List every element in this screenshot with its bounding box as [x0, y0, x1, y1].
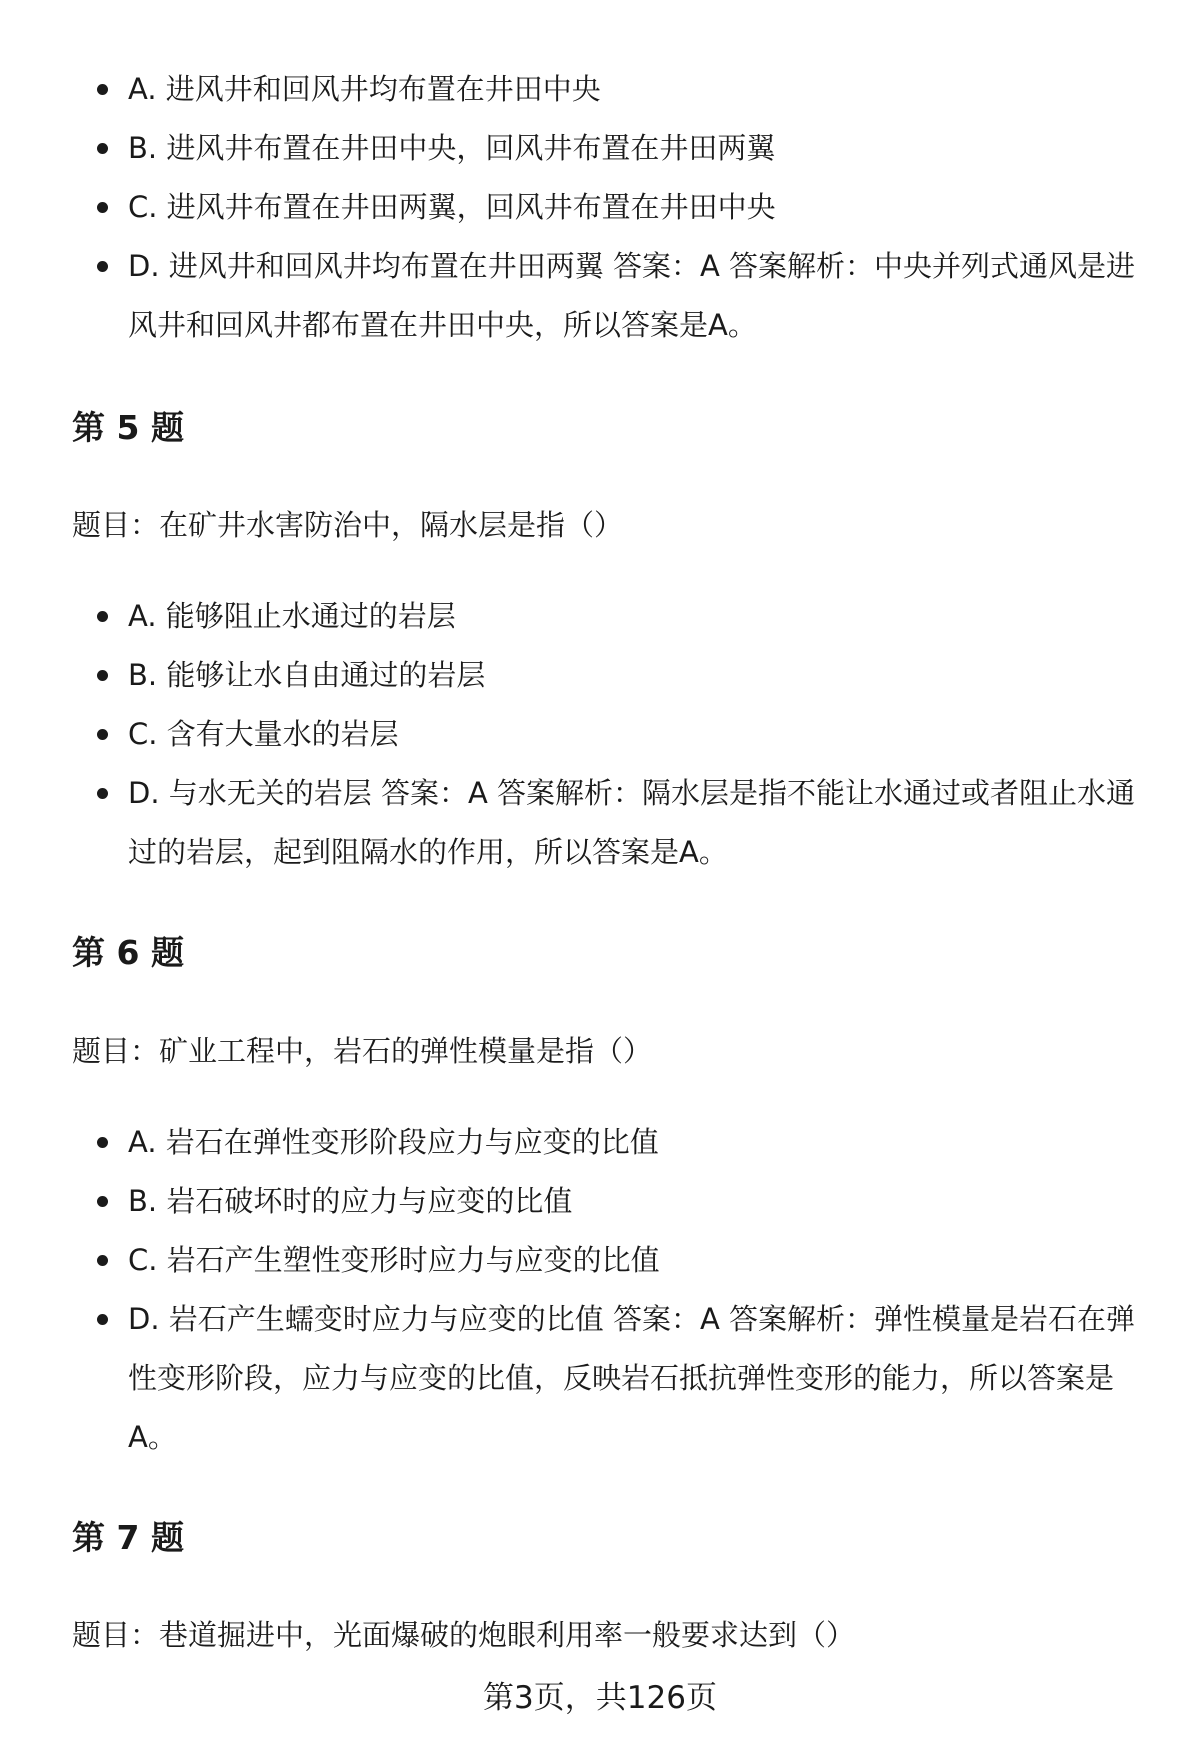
- q5-option-b: [0, 646, 1200, 705]
- option-text: B. 岩石破坏时的应力与应变的比值: [128, 1184, 573, 1218]
- q5-option-c: [0, 705, 1200, 764]
- bullet-icon: [97, 261, 108, 272]
- option-text: A. 能够阻止水通过的岩层: [128, 599, 456, 633]
- q6-option-b: [0, 1172, 1200, 1231]
- question-heading-7: 第 7 题: [72, 1518, 184, 1557]
- bullet-icon: [97, 788, 108, 799]
- q4-option-a: [0, 60, 1200, 119]
- option-text: D. 进风井和回风井均布置在井田两翼 答案：A 答案解析：中央并列式通风是进风井和回风井都布置在井田中央，所以答案是A。: [128, 249, 1136, 342]
- q4-options: [0, 60, 1200, 355]
- q6-option-a: [0, 1113, 1200, 1172]
- q5-options: [0, 587, 1200, 882]
- bullet-icon: [97, 729, 108, 740]
- option-text: A. 进风井和回风井均布置在井田中央: [128, 72, 601, 106]
- bullet-icon: [97, 1196, 108, 1207]
- q5-option-d: [0, 764, 1200, 882]
- option-text: B. 能够让水自由通过的岩层: [128, 658, 486, 692]
- q4-option-d: [0, 237, 1200, 355]
- bullet-icon: [97, 202, 108, 213]
- option-text: C. 进风井布置在井田两翼，回风井布置在井田中央: [128, 190, 776, 224]
- bullet-icon: [97, 611, 108, 622]
- option-text: B. 进风井布置在井田中央，回风井布置在井田两翼: [128, 131, 776, 165]
- option-text: C. 岩石产生塑性变形时应力与应变的比值: [128, 1243, 660, 1277]
- q4-option-b: [0, 119, 1200, 178]
- question-text-6: 题目：矿业工程中，岩石的弹性模量是指（）: [72, 1034, 653, 1068]
- page-number: 第3页，共126页: [483, 1680, 717, 1716]
- question-heading-6: 第 6 题: [72, 933, 184, 972]
- option-text: D. 岩石产生蠕变时应力与应变的比值 答案：A 答案解析：弹性模量是岩石在弹性变形阶段，应力与应变的比值，反映岩石抵抗弹性变形的能力，所以答案是A。: [128, 1302, 1136, 1454]
- bullet-icon: [97, 1255, 108, 1266]
- bullet-icon: [97, 670, 108, 681]
- bullet-icon: [97, 143, 108, 154]
- q6-options: [0, 1113, 1200, 1467]
- bullet-icon: [97, 1314, 108, 1325]
- question-heading-5: 第 5 题: [72, 408, 184, 447]
- q5-option-a: [0, 587, 1200, 646]
- option-text: D. 与水无关的岩层 答案：A 答案解析：隔水层是指不能让水通过或者阻止水通过的岩层，起到阻隔水的作用，所以答案是A。: [128, 776, 1136, 869]
- bullet-icon: [97, 84, 108, 95]
- option-text: A. 岩石在弹性变形阶段应力与应变的比值: [128, 1125, 659, 1159]
- q4-option-c: [0, 178, 1200, 237]
- bullet-icon: [97, 1137, 108, 1148]
- q6-option-d: [0, 1290, 1200, 1467]
- option-text: C. 含有大量水的岩层: [128, 717, 399, 751]
- question-text-5: 题目：在矿井水害防治中，隔水层是指（）: [72, 508, 624, 542]
- question-text-7: 题目：巷道掘进中，光面爆破的炮眼利用率一般要求达到（）: [72, 1618, 856, 1652]
- q6-option-c: [0, 1231, 1200, 1290]
